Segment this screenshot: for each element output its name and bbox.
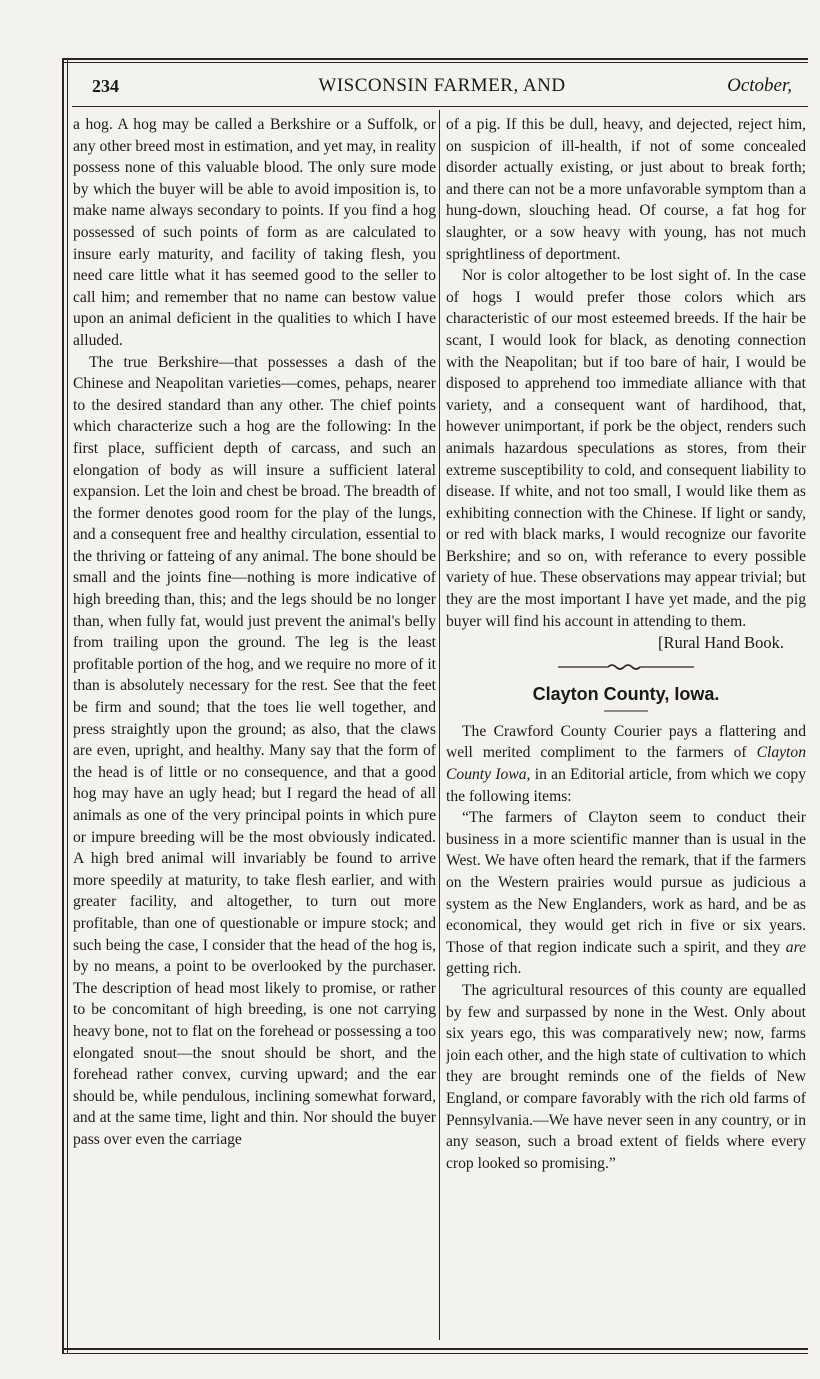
left-paragraph-2: The true Berkshire—that possesses a dash of the Chinese and Neapolitan varieties—comes, pehaps, nearer to the desired standard than any other. The chief points which characterize such a hog are the following: In the first place, sufficient depth of carcass, and such an elongation of body as will insure a sufficient lateral expansion. Let the loin and chest be broad. The breadth of the former denotes good room for the play of the lungs, and a consequent free and healthy circulation, essential to the thriving or fatteing of any animal. The bone should be small and the joints fine—nothing is more indicative of high breeding than, this; and the legs should be no longer than, when fully fat, would just prevent the animal's belly from trailing upon the ground. The leg is the least profitable portion of the hog, and we require no more of it than is absolutely necessary for the rest. See that the feet be firm and sound; that the toes lie well together, and press straightly upon the ground; as also, that the claws are even, upright, and healthy. Many say that the form of the head is of little or no consequence, and that a good hog may have an ugly head; but I regard the head of all animals as one of the very principal points in which pure or impure breeding will be the most obviously indicated. A high bred animal will invariably be found to arrive more speedily at maturity, to take flesh earlier, and with greater facility, and altogether, to turn out more profitable, than one of questionable or impure stock; and such being the case, I consider that the head of the hog is, by no means, a point to be overlooked by the purchaser. The description of head most likely to promise, or rather to be concomitant of high breeding, is one not carrying heavy bone, not to flat on the forehead or possessing a too elongated snout—the snout should be short, and the forehead rather convex, curving upward; and the ear should be, while pendulous, inclining somewhat forward, and at the same time, light and thin. Nor should the buyer pass over even the carriage [73, 353, 436, 1148]
header-rule [72, 106, 808, 107]
heading-underline [446, 709, 806, 713]
bottom-rule [62, 1348, 808, 1350]
italic-are: are [785, 938, 806, 956]
page-month: October, [727, 75, 792, 96]
right-paragraph-1: of a pig. If this be dull, heavy, and dejected, reject him, on suspicion of ill-health, if not of some concealed disorder actually existing, or just about to break forth; and there can not be a more unfavorable symptom than a hung-down, slouching head. Of course, a fat hog for slaughter, or a sow heavy with young, has not much sprightliness of deportment. [446, 116, 806, 263]
right-paragraph-3: The Crawford County Courier pays a flattering and well merited compliment to the farmers of Clayton County Iowa, in an Editorial article, from which we copy the following items: [446, 722, 806, 805]
page-title: WISCONSIN FARMER, AND [318, 75, 566, 96]
left-column [73, 114, 436, 1339]
source-attribution: [Rural Hand Book. [657, 633, 784, 653]
left-margin-rule-thin [67, 58, 68, 1353]
top-rule-thin [62, 62, 808, 63]
ornament-divider [556, 662, 696, 672]
right-paragraph-5: The agricultural resources of this county are equalled by few and surpassed by none in the West. Only about six years ego, this was comparatively new; now, farms join each other, and the high state of cultivation to which they are brought reminds one of the fields of New England, or compare favorably with the rich old farms of Pennsylvania.—We have never seen in any country, or in any season, such a broad extent of fields where every crop looked so promising.” [446, 981, 806, 1172]
italic-county-name: Clayton County Iowa, [446, 744, 806, 784]
bottom-rule-thin [62, 1353, 808, 1354]
left-paragraph-1: a hog. A hog may be called a Berkshire or a Suffolk, or any other breed most in estimation, and yet may, in reality possess none of this valuable blood. The only sure mode by which the buyer will be able to avoid imposition is, to make name always secondary to points. If you find a hog possessed of such points of form as are calculated to insure early maturity, and facility of taking flesh, you need care little what it has seemed good to the seller to call him; and remember that no name can bestow value upon an animal deficient in the qualities to which I have alluded. [73, 116, 436, 349]
running-header [92, 72, 792, 102]
right-paragraph-2: Nor is color altogether to be lost sight of. In the case of hogs I would prefer those colors which ars characteristic of our most esteemed breeds. If the hair be scant, I would look for black, as denoting connection with the Neapolitan; but if too bare of hair, I would be disposed to apprehend too immediate alliance with that variety, and a consequent want of hardihood, that, however unimportant, if pork be the object, renders such animals hazardous speculations as stores, from their extreme susceptibility to cold, and consequent liability to disease. If white, and not too small, I would like them as exhibiting connection with the Chinese. If light or sandy, or red with black marks, I would recognize our favorite Berkshire; and so on, with referance to every possible variety of hue. These observations may appear trivial; but they are the most important I have yet made, and the pig buyer will find his account in attending to them. [446, 267, 806, 630]
right-column [446, 114, 806, 1339]
column-divider [439, 110, 440, 1340]
page-number: 234 [92, 76, 119, 96]
right-paragraph-4: “The farmers of Clayton seem to conduct their business in a more scientific manner than is usual in the West. We have often heard the remark, that if the farmers on the Western prairies would pursue as judicious a system as the New Englanders, work as hard, and be as economical, they would get rich in five or six years. Those of that region indicate such a spirit, and they are getting rich. [446, 809, 806, 978]
left-margin-rule [62, 58, 64, 1353]
article-heading: Clayton County, Iowa. [532, 683, 720, 704]
top-rule [62, 58, 808, 60]
